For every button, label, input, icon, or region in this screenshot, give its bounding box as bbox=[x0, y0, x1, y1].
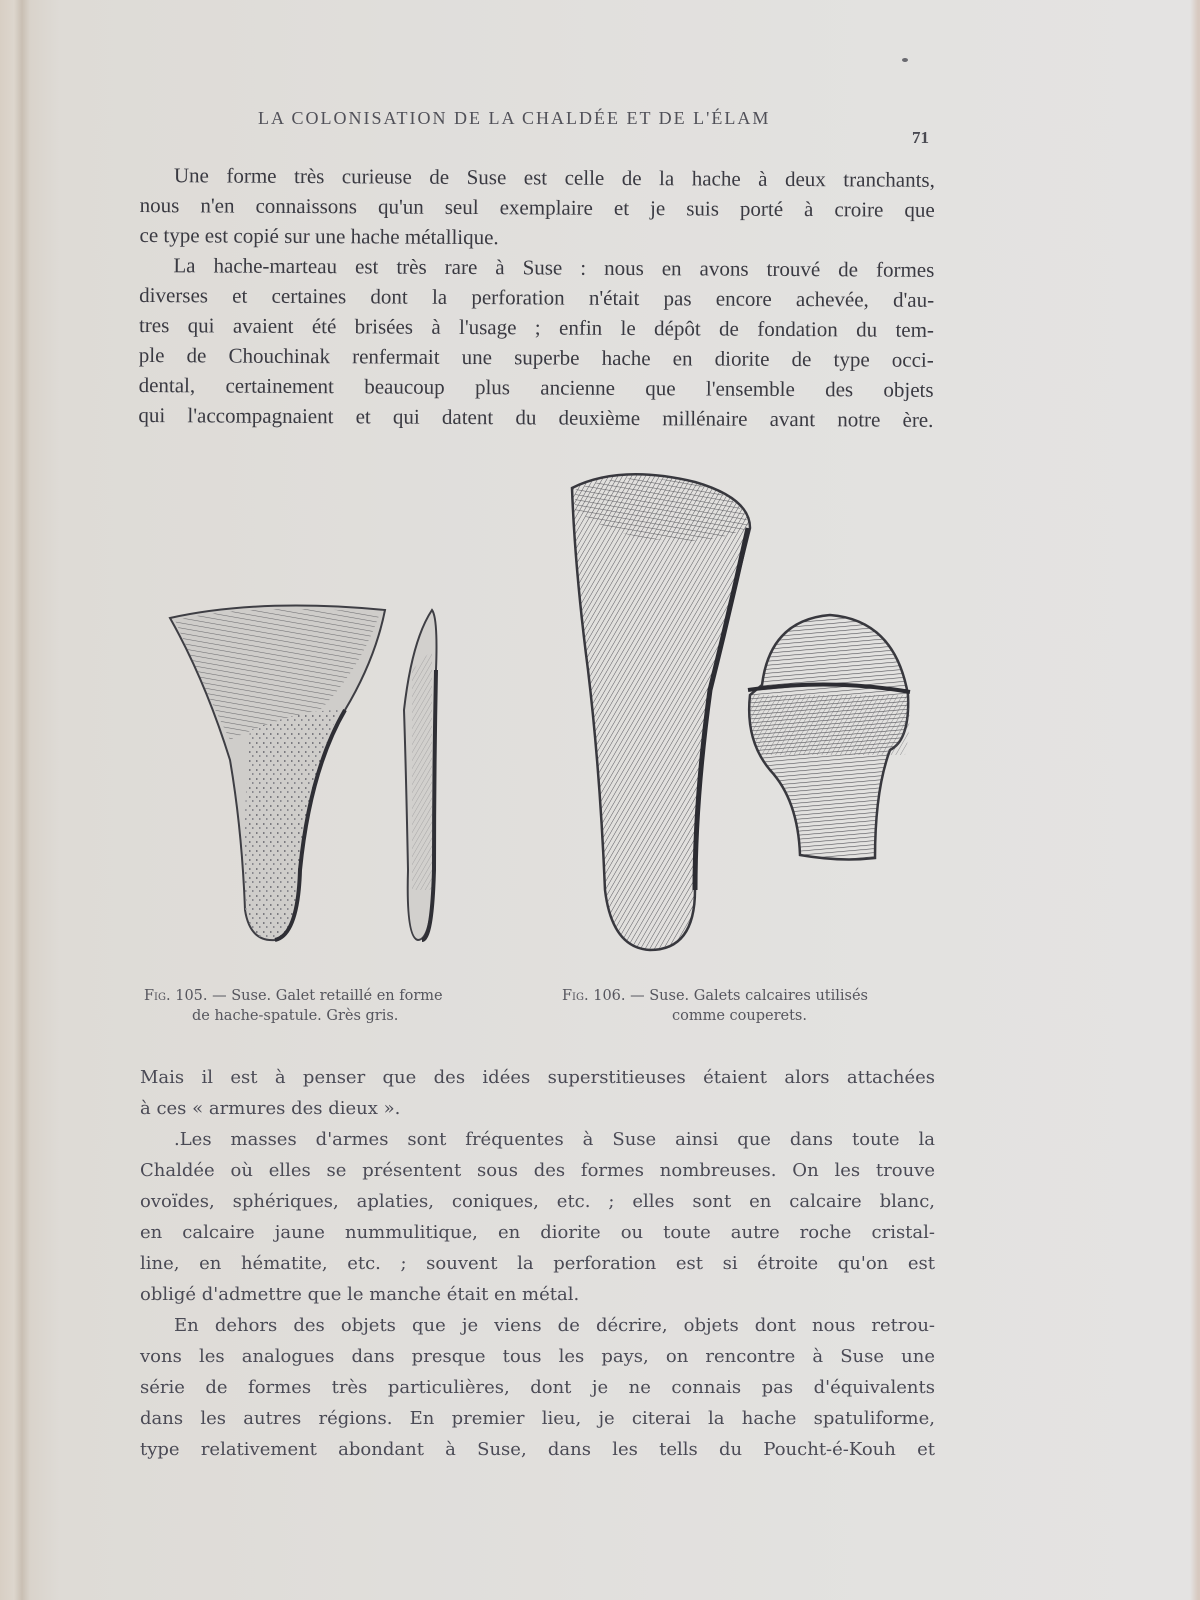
paragraph-hammer-axe bbox=[138, 250, 934, 435]
spatula-axe-front-drawing bbox=[170, 606, 385, 941]
text-line: Chaldée où elles se présentent sous des formes nombreuses. On les trouve bbox=[140, 1160, 935, 1181]
caption-fig-105 bbox=[144, 986, 524, 1026]
figures-area bbox=[150, 470, 940, 960]
text-line: ce type est copié sur une hache métallique. bbox=[139, 222, 499, 250]
caption-fig-106 bbox=[562, 986, 952, 1026]
text-line: série de formes très particulières, dont je ne connais pas d'équivalents bbox=[140, 1377, 935, 1398]
caption-label: Fig. 105. bbox=[144, 988, 208, 1004]
caption-label: Fig. 106. bbox=[562, 988, 626, 1004]
long-cleaver-drawing bbox=[572, 474, 750, 950]
short-cleaver-drawing bbox=[748, 615, 910, 859]
paragraph-double-edged-axe bbox=[139, 160, 935, 255]
caption-text: — Suse. Galets calcaires utilisés bbox=[630, 988, 868, 1004]
ink-speck bbox=[902, 58, 908, 62]
text-line: obligé d'admettre que le manche était en métal. bbox=[140, 1284, 580, 1305]
text-line: En dehors des objets que je viens de décrire, objets dont nous retrou- bbox=[174, 1315, 935, 1336]
caption-text: comme couperets. bbox=[672, 1008, 807, 1024]
text-line: La hache-marteau est très rare à Suse : nous en avons trouvé de formes bbox=[173, 253, 935, 282]
text-line: .Les masses d'armes sont fréquentes à Suse ainsi que dans toute la bbox=[174, 1129, 935, 1150]
bottom-text-block bbox=[140, 1062, 935, 1465]
text-line: type relativement abondant à Suse, dans les tells du Poucht-é-Kouh et bbox=[140, 1439, 935, 1460]
text-line: vons les analogues dans presque tous les pays, on rencontre à Suse une bbox=[140, 1346, 935, 1367]
text-line: diverses et certaines dont la perforation n'était pas encore achevée, d'au- bbox=[139, 282, 935, 312]
text-line: dans les autres régions. En premier lieu, je citerai la hache spatuliforme, bbox=[140, 1408, 935, 1429]
text-line: line, en hématite, etc. ; souvent la perforation est si étroite qu'on est bbox=[140, 1253, 935, 1274]
text-line: nous n'en connaissons qu'un seul exemplaire et je suis porté à croire que bbox=[139, 192, 935, 222]
top-text-block bbox=[138, 160, 935, 435]
text-line: à ces « armures des dieux ». bbox=[140, 1098, 401, 1119]
text-line: Mais il est à penser que des idées superstitieuses étaient alors attachées bbox=[140, 1067, 935, 1088]
caption-text: — Suse. Galet retaillé en forme bbox=[212, 988, 443, 1004]
text-line: ovoïdes, sphériques, aplaties, coniques, etc. ; elles sont en calcaire blanc, bbox=[140, 1191, 935, 1212]
text-line: tres qui avaient été brisées à l'usage ; enfin le dépôt de fondation du tem- bbox=[138, 312, 935, 342]
paragraph-maces bbox=[140, 1124, 935, 1310]
paragraph-superstition bbox=[140, 1062, 935, 1124]
text-line: qui l'accompagnaient et qui datent du deuxième millénaire avant notre ère. bbox=[138, 402, 934, 432]
text-line: en calcaire jaune nummulitique, en diorite ou toute autre roche cristal- bbox=[140, 1222, 935, 1243]
page-number: 71 bbox=[912, 128, 929, 147]
caption-text: de hache-spatule. Grès gris. bbox=[192, 1008, 399, 1024]
running-head: LA COLONISATION DE LA CHALDÉE ET DE L'ÉLAM bbox=[258, 108, 771, 128]
spatula-axe-side-drawing bbox=[404, 610, 437, 940]
paragraph-special-forms bbox=[140, 1310, 935, 1465]
engravings-illustration bbox=[150, 470, 940, 960]
text-line: ple de Chouchinak renfermait une superbe hache en diorite de type occi- bbox=[138, 342, 934, 372]
text-line: dental, certainement beaucoup plus ancienne que l'ensemble des objets bbox=[138, 372, 934, 402]
text-line: Une forme très curieuse de Suse est celle de la hache à deux tranchants, bbox=[173, 163, 935, 192]
